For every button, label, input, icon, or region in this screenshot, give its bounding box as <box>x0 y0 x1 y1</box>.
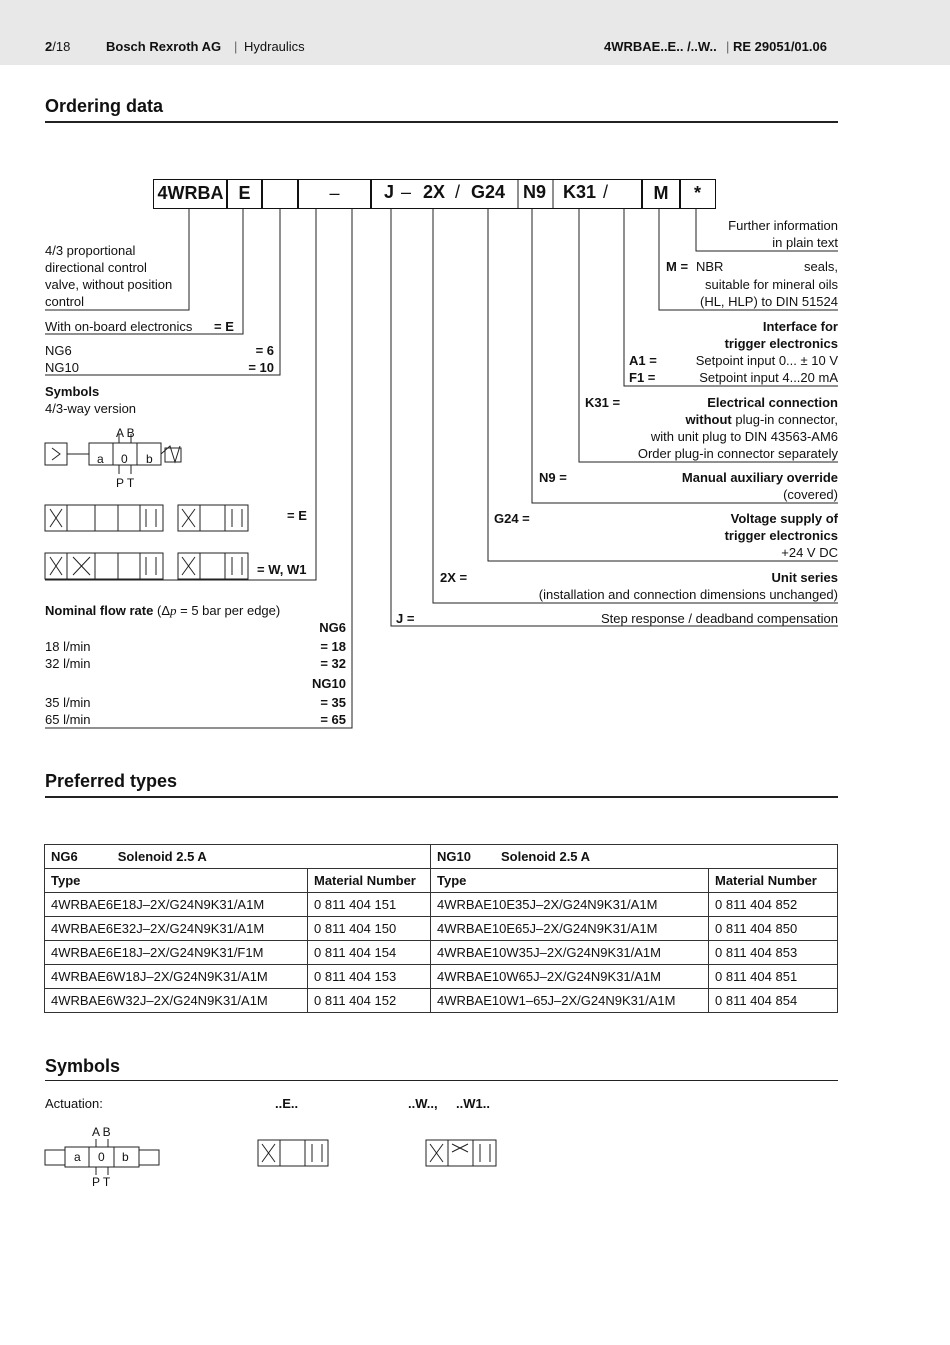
code-box-series: 4WRBA <box>153 179 228 209</box>
symbols-pt-label: P T <box>92 1175 111 1189</box>
symbol-w-code: = W, W1 <box>257 562 307 577</box>
code-k31: K31 <box>563 182 597 202</box>
g24-line-3: +24 V DC <box>781 545 838 560</box>
flow-ng6-label: NG6 <box>319 620 346 635</box>
n9-line-2: (covered) <box>783 487 838 502</box>
symbol-b-label: b <box>146 452 153 466</box>
symbols-rule <box>45 1080 838 1081</box>
j-code: J = <box>396 611 415 626</box>
seal-text-2: suitable for mineral oils <box>705 277 838 292</box>
preferred-types-table <box>44 844 838 1013</box>
type-cell: 4WRBAE6E18J–2X/G24N9K31/F1M <box>45 941 308 965</box>
symbols-version: 4/3-way version <box>45 401 137 416</box>
flow-65-value: = 65 <box>320 712 346 727</box>
material-cell: 0 811 404 853 <box>709 941 838 965</box>
symbols-b-label: b <box>122 1150 129 1164</box>
e-actuation-label: ..E.. <box>275 1096 299 1111</box>
f1-text: Setpoint input 4...20 mA <box>699 370 838 385</box>
type-cell: 4WRBAE10W35J–2X/G24N9K31/A1M <box>431 941 709 965</box>
a1-text: Setpoint input 0... ± 10 V <box>695 353 838 368</box>
material-cell: 0 811 404 851 <box>709 965 838 989</box>
table-row <box>45 893 838 917</box>
material-cell: 0 811 404 154 <box>308 941 431 965</box>
flow-18-value: = 18 <box>320 639 346 654</box>
symbols-ab-label: A B <box>92 1125 111 1139</box>
doc-reference: RE 29051/01.06 <box>733 39 827 54</box>
flow-rate-heading: Nominal flow rate (Δp = 5 bar per edge) <box>45 603 281 618</box>
type-cell: 4WRBAE10E35J–2X/G24N9K31/A1M <box>431 893 709 917</box>
j-text: Step response / deadband compensation <box>600 611 838 626</box>
symbols-a-label: a <box>74 1150 81 1164</box>
symbol-0-label: 0 <box>121 452 128 466</box>
interface-2: trigger electronics <box>724 336 838 351</box>
symbols-0-label: 0 <box>98 1150 105 1164</box>
w1-actuation-label: ..W1.. <box>456 1096 490 1111</box>
type-cell: 4WRBAE10W1–65J–2X/G24N9K31/A1M <box>431 989 709 1013</box>
material-cell: 0 811 404 152 <box>308 989 431 1013</box>
code-slash-2: / <box>603 182 609 202</box>
symbols-w-drawing <box>426 1140 496 1166</box>
code-slash-1: / <box>455 182 461 202</box>
ng6-group-header: NG6 Solenoid 2.5 A <box>45 845 431 869</box>
table-row <box>45 941 838 965</box>
code-box-further: * <box>679 179 716 209</box>
symbol-ab-label: A B <box>116 426 135 440</box>
w-actuation-label: ..W.., <box>408 1096 438 1111</box>
flow-35-value: = 35 <box>320 695 346 710</box>
ng10-label: NG10 <box>45 360 79 375</box>
material-cell: 0 811 404 153 <box>308 965 431 989</box>
2x-line-1: Unit series <box>771 570 838 585</box>
ordering-title: Ordering data <box>45 96 164 116</box>
col-mat-ng6: Material Number <box>308 869 431 893</box>
symbol-e-code: = E <box>287 508 307 523</box>
type-cell: 4WRBAE6W32J–2X/G24N9K31/A1M <box>45 989 308 1013</box>
code-j: J <box>384 182 395 202</box>
interface-1: Interface for <box>762 319 838 334</box>
further-info-1: Further information <box>728 218 838 233</box>
type-cell: 4WRBAE6W18J–2X/G24N9K31/A1M <box>45 965 308 989</box>
flow-35-label: 35 l/min <box>45 695 91 710</box>
g24-line-1: Voltage supply of <box>730 511 838 526</box>
g24-code: G24 = <box>494 511 530 526</box>
code-box-seal: M <box>641 179 681 209</box>
f1-code: F1 = <box>629 370 656 385</box>
ordering-symbol-main <box>45 434 181 474</box>
actuation-label: Actuation: <box>45 1096 103 1111</box>
preferred-title: Preferred types <box>45 771 178 791</box>
page-number: 2/18 <box>45 39 71 54</box>
material-cell: 0 811 404 151 <box>308 893 431 917</box>
k31-code: K31 = <box>585 395 621 410</box>
g24-line-2: trigger electronics <box>724 528 838 543</box>
k31-line-4: Order plug-in connector separately <box>637 446 838 461</box>
ordering-symbol-w <box>45 553 248 579</box>
symbols-title: Symbols <box>45 1056 121 1076</box>
code-box-symbol-flow: – <box>297 179 372 209</box>
ng10-group-header: NG10 Solenoid 2.5 A <box>431 845 838 869</box>
header-separator-2: | <box>726 39 730 54</box>
division-name: Hydraulics <box>244 39 305 54</box>
code-n9: N9 <box>523 182 547 202</box>
material-cell: 0 811 404 850 <box>709 917 838 941</box>
ng6-label: NG6 <box>45 343 72 358</box>
material-cell: 0 811 404 854 <box>709 989 838 1013</box>
k31-line-2: without plug-in connector, <box>685 412 838 427</box>
valve-desc-4: control <box>45 294 85 309</box>
further-info-2: in plain text <box>772 235 838 250</box>
symbols-label: Symbols <box>45 384 100 399</box>
2x-line-2: (installation and connection dimensions unchanged) <box>538 587 838 602</box>
table-group-header <box>45 845 838 869</box>
symbol-pt-label: P T <box>116 476 135 490</box>
symbols-e-drawing <box>258 1140 328 1166</box>
code-box-electronics: E <box>226 179 263 209</box>
n9-code: N9 = <box>539 470 567 485</box>
flow-18-label: 18 l/min <box>45 639 91 654</box>
flow-32-value: = 32 <box>320 656 346 671</box>
type-cell: 4WRBAE10W65J–2X/G24N9K31/A1M <box>431 965 709 989</box>
header-separator: | <box>234 39 238 54</box>
product-code: 4WRBAE..E.. /..W.. <box>604 39 717 54</box>
type-cell: 4WRBAE6E32J–2X/G24N9K31/A1M <box>45 917 308 941</box>
preferred-rule <box>45 796 838 798</box>
code-2x: 2X <box>423 182 446 202</box>
symbol-a-label: a <box>97 452 104 466</box>
col-mat-ng10: Material Number <box>709 869 838 893</box>
a1-code: A1 = <box>629 353 657 368</box>
ordering-symbol-e <box>45 505 248 531</box>
ng10-value: = 10 <box>248 360 274 375</box>
col-type-ng6: Type <box>45 869 308 893</box>
type-cell: 4WRBAE6E18J–2X/G24N9K31/A1M <box>45 893 308 917</box>
table-row <box>45 917 838 941</box>
company-name: Bosch Rexroth AG <box>106 39 222 54</box>
seal-code: M = <box>666 259 689 274</box>
col-type-ng10: Type <box>431 869 709 893</box>
n9-line-1: Manual auxiliary override <box>681 470 838 485</box>
k31-line-3: with unit plug to DIN 43563-AM6 <box>650 429 838 444</box>
2x-code: 2X = <box>440 570 468 585</box>
onboard-label: With on-board electronics <box>45 319 193 334</box>
valve-desc-3: valve, without position <box>45 277 173 292</box>
seal-text-1: NBR <box>696 259 724 274</box>
code-dash: – <box>401 182 412 202</box>
table-row <box>45 965 838 989</box>
type-cell: 4WRBAE10E65J–2X/G24N9K31/A1M <box>431 917 709 941</box>
flow-ng10-label: NG10 <box>312 676 346 691</box>
valve-desc-2: directional control <box>45 260 147 275</box>
onboard-value: = E <box>214 319 234 334</box>
flow-65-label: 65 l/min <box>45 712 91 727</box>
seal-text-1b: seals, <box>804 259 838 274</box>
material-cell: 0 811 404 150 <box>308 917 431 941</box>
table-row <box>45 989 838 1013</box>
code-g24: G24 <box>471 182 506 202</box>
ng6-value: = 6 <box>255 343 274 358</box>
table-column-header <box>45 869 838 893</box>
flow-32-label: 32 l/min <box>45 656 91 671</box>
valve-desc-1: 4/3 proportional <box>45 243 136 258</box>
k31-line-1: Electrical connection <box>707 395 838 410</box>
seal-text-3: (HL, HLP) to DIN 51524 <box>699 294 838 309</box>
material-cell: 0 811 404 852 <box>709 893 838 917</box>
